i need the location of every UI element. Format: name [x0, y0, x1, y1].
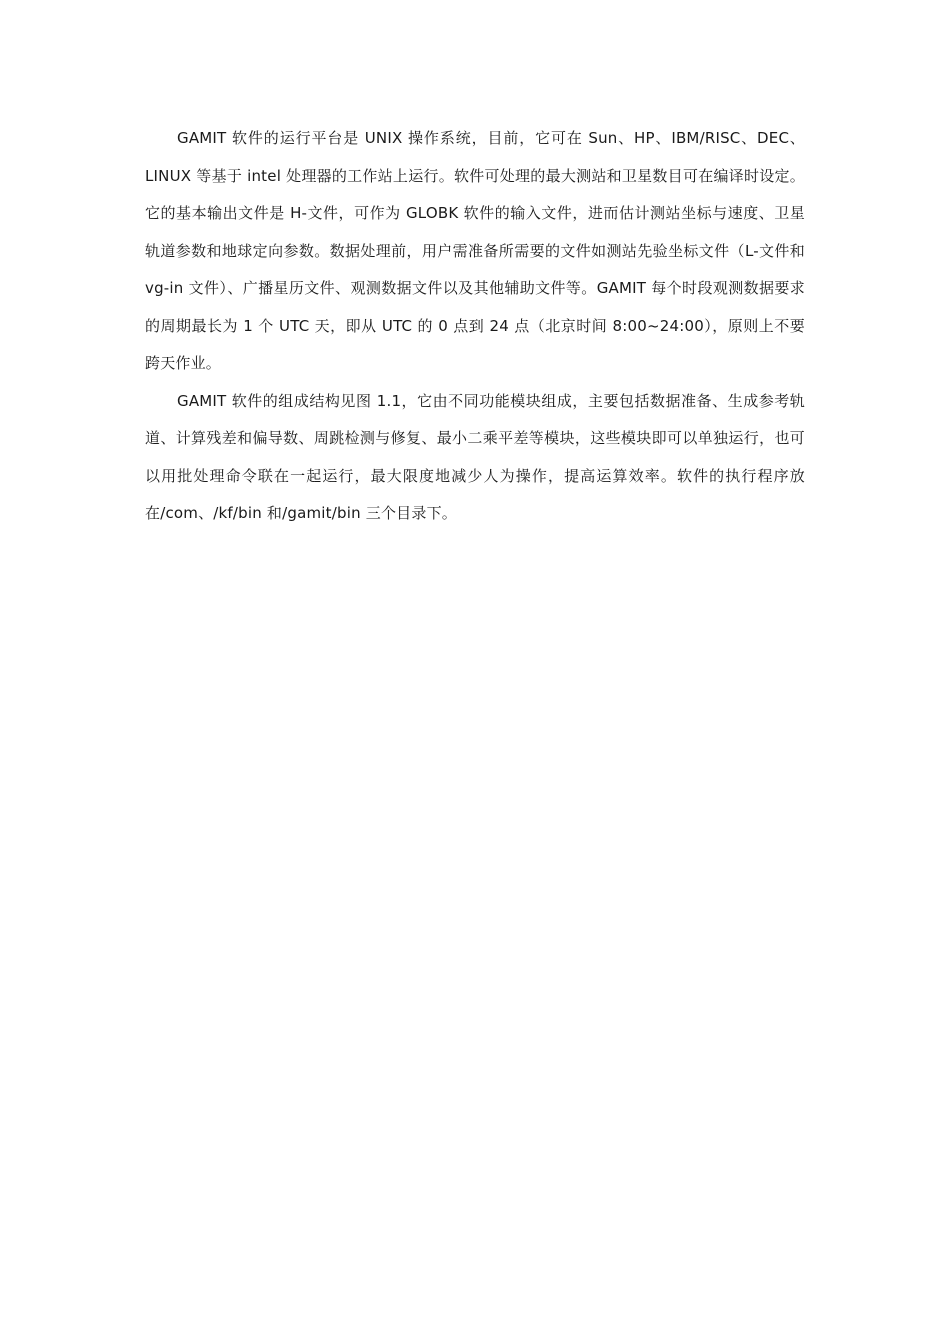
document-body [145, 120, 805, 533]
paragraph-gamit-platform: GAMIT 软件的运行平台是 UNIX 操作系统，目前，它可在 Sun、HP、IBM/RISC、DEC、LINUX 等基于 intel 处理器的工作站上运行。软件可处理的最大测站和卫星数目可在编译时设定。它的基本输出文件是 H-文件，可作为 GLOBK 软件的输入文件，进而估计测站坐标与速度、卫星轨道参数和地球定向参数。数据处理前，用户需准备所需要的文件如测站先验坐标文件（L-文件和 vg-in 文件）、广播星历文件、观测数据文件以及其他辅助文件等。GAMIT 每个时段观测数据要求的周期最长为 1 个 UTC 天，即从 UTC 的 0 点到 24 点（北京时间 8:00~24:00），原则上不要跨天作业。 [145, 129, 805, 372]
paragraph-gamit-structure: GAMIT 软件的组成结构见图 1.1，它由不同功能模块组成，主要包括数据准备、生成参考轨道、计算残差和偏导数、周跳检测与修复、最小二乘平差等模块，这些模块即可以单独运行，也可以用批处理命令联在一起运行，最大限度地减少人为操作，提高运算效率。软件的执行程序放在/com、/kf/bin 和/gamit/bin 三个目录下。 [145, 391, 805, 522]
